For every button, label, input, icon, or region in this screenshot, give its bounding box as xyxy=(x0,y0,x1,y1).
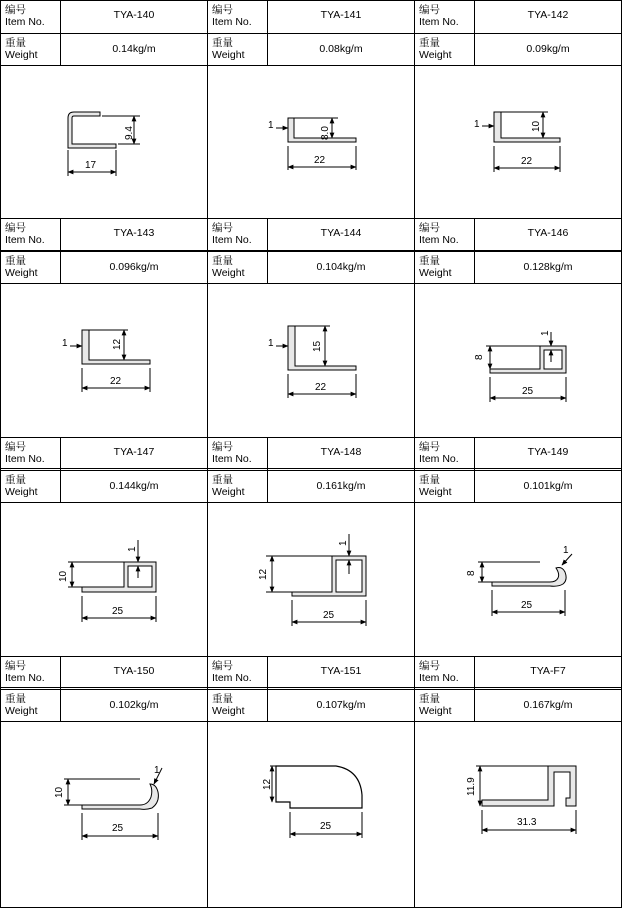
dim-thickness-tya-149: 1 xyxy=(563,545,569,556)
item-label-en: Item No. xyxy=(212,453,252,465)
weight-value: 0.102kg/m xyxy=(109,699,159,711)
weight-label-cn: 重量 xyxy=(212,474,233,486)
item-label-en: Item No. xyxy=(5,234,45,246)
dim-height-tya-146: 8 xyxy=(474,354,485,360)
weight-label-en: Weight xyxy=(5,486,38,498)
dim-thickness-tya-148: 1 xyxy=(338,540,349,546)
dim-height-tya-150: 10 xyxy=(54,786,65,798)
weight-value: 0.09kg/m xyxy=(526,43,570,55)
item-label-en: Item No. xyxy=(419,234,459,246)
weight-value: 0.096kg/m xyxy=(109,261,159,273)
dim-height-tya-142: 10 xyxy=(531,120,542,132)
dim-width-tya-146: 25 xyxy=(522,386,534,397)
profile-tya-151 xyxy=(270,766,362,838)
dim-thickness-tya-143: 1 xyxy=(62,338,68,349)
weight-label-cn: 重量 xyxy=(419,474,440,486)
weight-label-cn: 重量 xyxy=(419,693,440,705)
weight-label-cn: 重量 xyxy=(5,255,26,267)
item-label-cn: 编号 xyxy=(212,222,233,234)
weight-label-cn: 重量 xyxy=(5,474,26,486)
profile-tya-148 xyxy=(266,534,366,626)
weight-label-en: Weight xyxy=(212,267,245,279)
weight-label-en: Weight xyxy=(212,486,245,498)
dim-width-tya-149: 25 xyxy=(521,600,533,611)
weight-label-cn: 重量 xyxy=(212,693,233,705)
item-label-en: Item No. xyxy=(5,672,45,684)
item-label-cn: 编号 xyxy=(5,4,26,16)
weight-label-en: Weight xyxy=(212,49,245,61)
dim-thickness-tya-144: 1 xyxy=(268,338,274,349)
weight-label-cn: 重量 xyxy=(5,693,26,705)
item-number: TYA-151 xyxy=(320,665,362,677)
dim-height-tya-144: 15 xyxy=(312,340,323,352)
dim-width-tya-f7: 31.3 xyxy=(517,817,537,828)
dim-thickness-tya-150: 1 xyxy=(154,765,160,776)
item-number: TYA-F7 xyxy=(530,665,566,677)
item-label-cn: 编号 xyxy=(5,660,26,672)
weight-value: 0.167kg/m xyxy=(523,699,573,711)
weight-label-en: Weight xyxy=(212,705,245,717)
item-number: TYA-144 xyxy=(320,227,362,239)
weight-label-en: Weight xyxy=(5,49,38,61)
dim-height-tya-f7: 11.9 xyxy=(466,777,477,796)
dim-width-tya-147: 25 xyxy=(112,606,124,617)
item-number: TYA-146 xyxy=(527,227,569,239)
dim-thickness-tya-141: 1 xyxy=(268,120,274,131)
weight-label-cn: 重量 xyxy=(419,37,440,49)
dim-height-tya-143: 12 xyxy=(112,338,123,350)
item-label-en: Item No. xyxy=(5,16,45,28)
weight-value: 0.161kg/m xyxy=(316,480,366,492)
item-label-en: Item No. xyxy=(212,672,252,684)
weight-value: 0.107kg/m xyxy=(316,699,366,711)
item-number: TYA-150 xyxy=(113,665,155,677)
item-label-cn: 编号 xyxy=(419,441,440,453)
weight-label-cn: 重量 xyxy=(5,37,26,49)
item-label-en: Item No. xyxy=(212,16,252,28)
weight-value: 0.144kg/m xyxy=(109,480,159,492)
item-label-cn: 编号 xyxy=(212,4,233,16)
dim-width-tya-151: 25 xyxy=(320,821,332,832)
weight-value: 0.14kg/m xyxy=(112,43,156,55)
dim-width-tya-141: 22 xyxy=(314,155,326,166)
item-label-cn: 编号 xyxy=(5,222,26,234)
item-label-cn: 编号 xyxy=(5,441,26,453)
weight-label-cn: 重量 xyxy=(212,255,233,267)
weight-label-en: Weight xyxy=(419,705,452,717)
weight-value: 0.104kg/m xyxy=(316,261,366,273)
dim-height-tya-151: 12 xyxy=(262,778,273,790)
weight-label-cn: 重量 xyxy=(419,255,440,267)
dim-height-tya-141: 8.0 xyxy=(320,126,331,140)
dim-thickness-tya-147: 1 xyxy=(127,546,138,552)
item-label-en: Item No. xyxy=(212,234,252,246)
item-label-cn: 编号 xyxy=(419,4,440,16)
weight-value: 0.128kg/m xyxy=(523,261,573,273)
dim-height-tya-140: 9.4 xyxy=(124,126,135,140)
item-label-cn: 编号 xyxy=(212,660,233,672)
item-label-en: Item No. xyxy=(419,453,459,465)
dim-height-tya-149: 8 xyxy=(466,570,477,576)
dim-width-tya-143: 22 xyxy=(110,376,122,387)
item-label-en: Item No. xyxy=(419,16,459,28)
dim-width-tya-142: 22 xyxy=(521,156,533,167)
dim-width-tya-140: 17 xyxy=(85,160,97,171)
dim-width-tya-150: 25 xyxy=(112,823,124,834)
weight-value: 0.08kg/m xyxy=(319,43,363,55)
dim-thickness-tya-142: 1 xyxy=(474,119,480,130)
profile-tya-140 xyxy=(68,112,140,176)
weight-label-en: Weight xyxy=(5,705,38,717)
item-label-cn: 编号 xyxy=(419,222,440,234)
dim-thickness-tya-146: 1 xyxy=(540,330,551,336)
weight-label-en: Weight xyxy=(419,49,452,61)
item-number: TYA-148 xyxy=(320,446,362,458)
weight-label-en: Weight xyxy=(419,486,452,498)
dim-width-tya-148: 25 xyxy=(323,610,335,621)
item-number: TYA-149 xyxy=(527,446,569,458)
item-number: TYA-140 xyxy=(113,9,155,21)
weight-label-cn: 重量 xyxy=(212,37,233,49)
weight-label-en: Weight xyxy=(419,267,452,279)
dim-height-tya-147: 10 xyxy=(58,570,69,582)
item-number: TYA-147 xyxy=(113,446,155,458)
item-label-cn: 编号 xyxy=(212,441,233,453)
dim-height-tya-148: 12 xyxy=(258,568,269,580)
dim-width-tya-144: 22 xyxy=(315,382,327,393)
item-label-cn: 编号 xyxy=(419,660,440,672)
item-label-en: Item No. xyxy=(5,453,45,465)
weight-value: 0.101kg/m xyxy=(523,480,573,492)
item-number: TYA-141 xyxy=(320,9,362,21)
item-number: TYA-143 xyxy=(113,227,155,239)
weight-label-en: Weight xyxy=(5,267,38,279)
item-number: TYA-142 xyxy=(527,9,569,21)
item-label-en: Item No. xyxy=(419,672,459,684)
